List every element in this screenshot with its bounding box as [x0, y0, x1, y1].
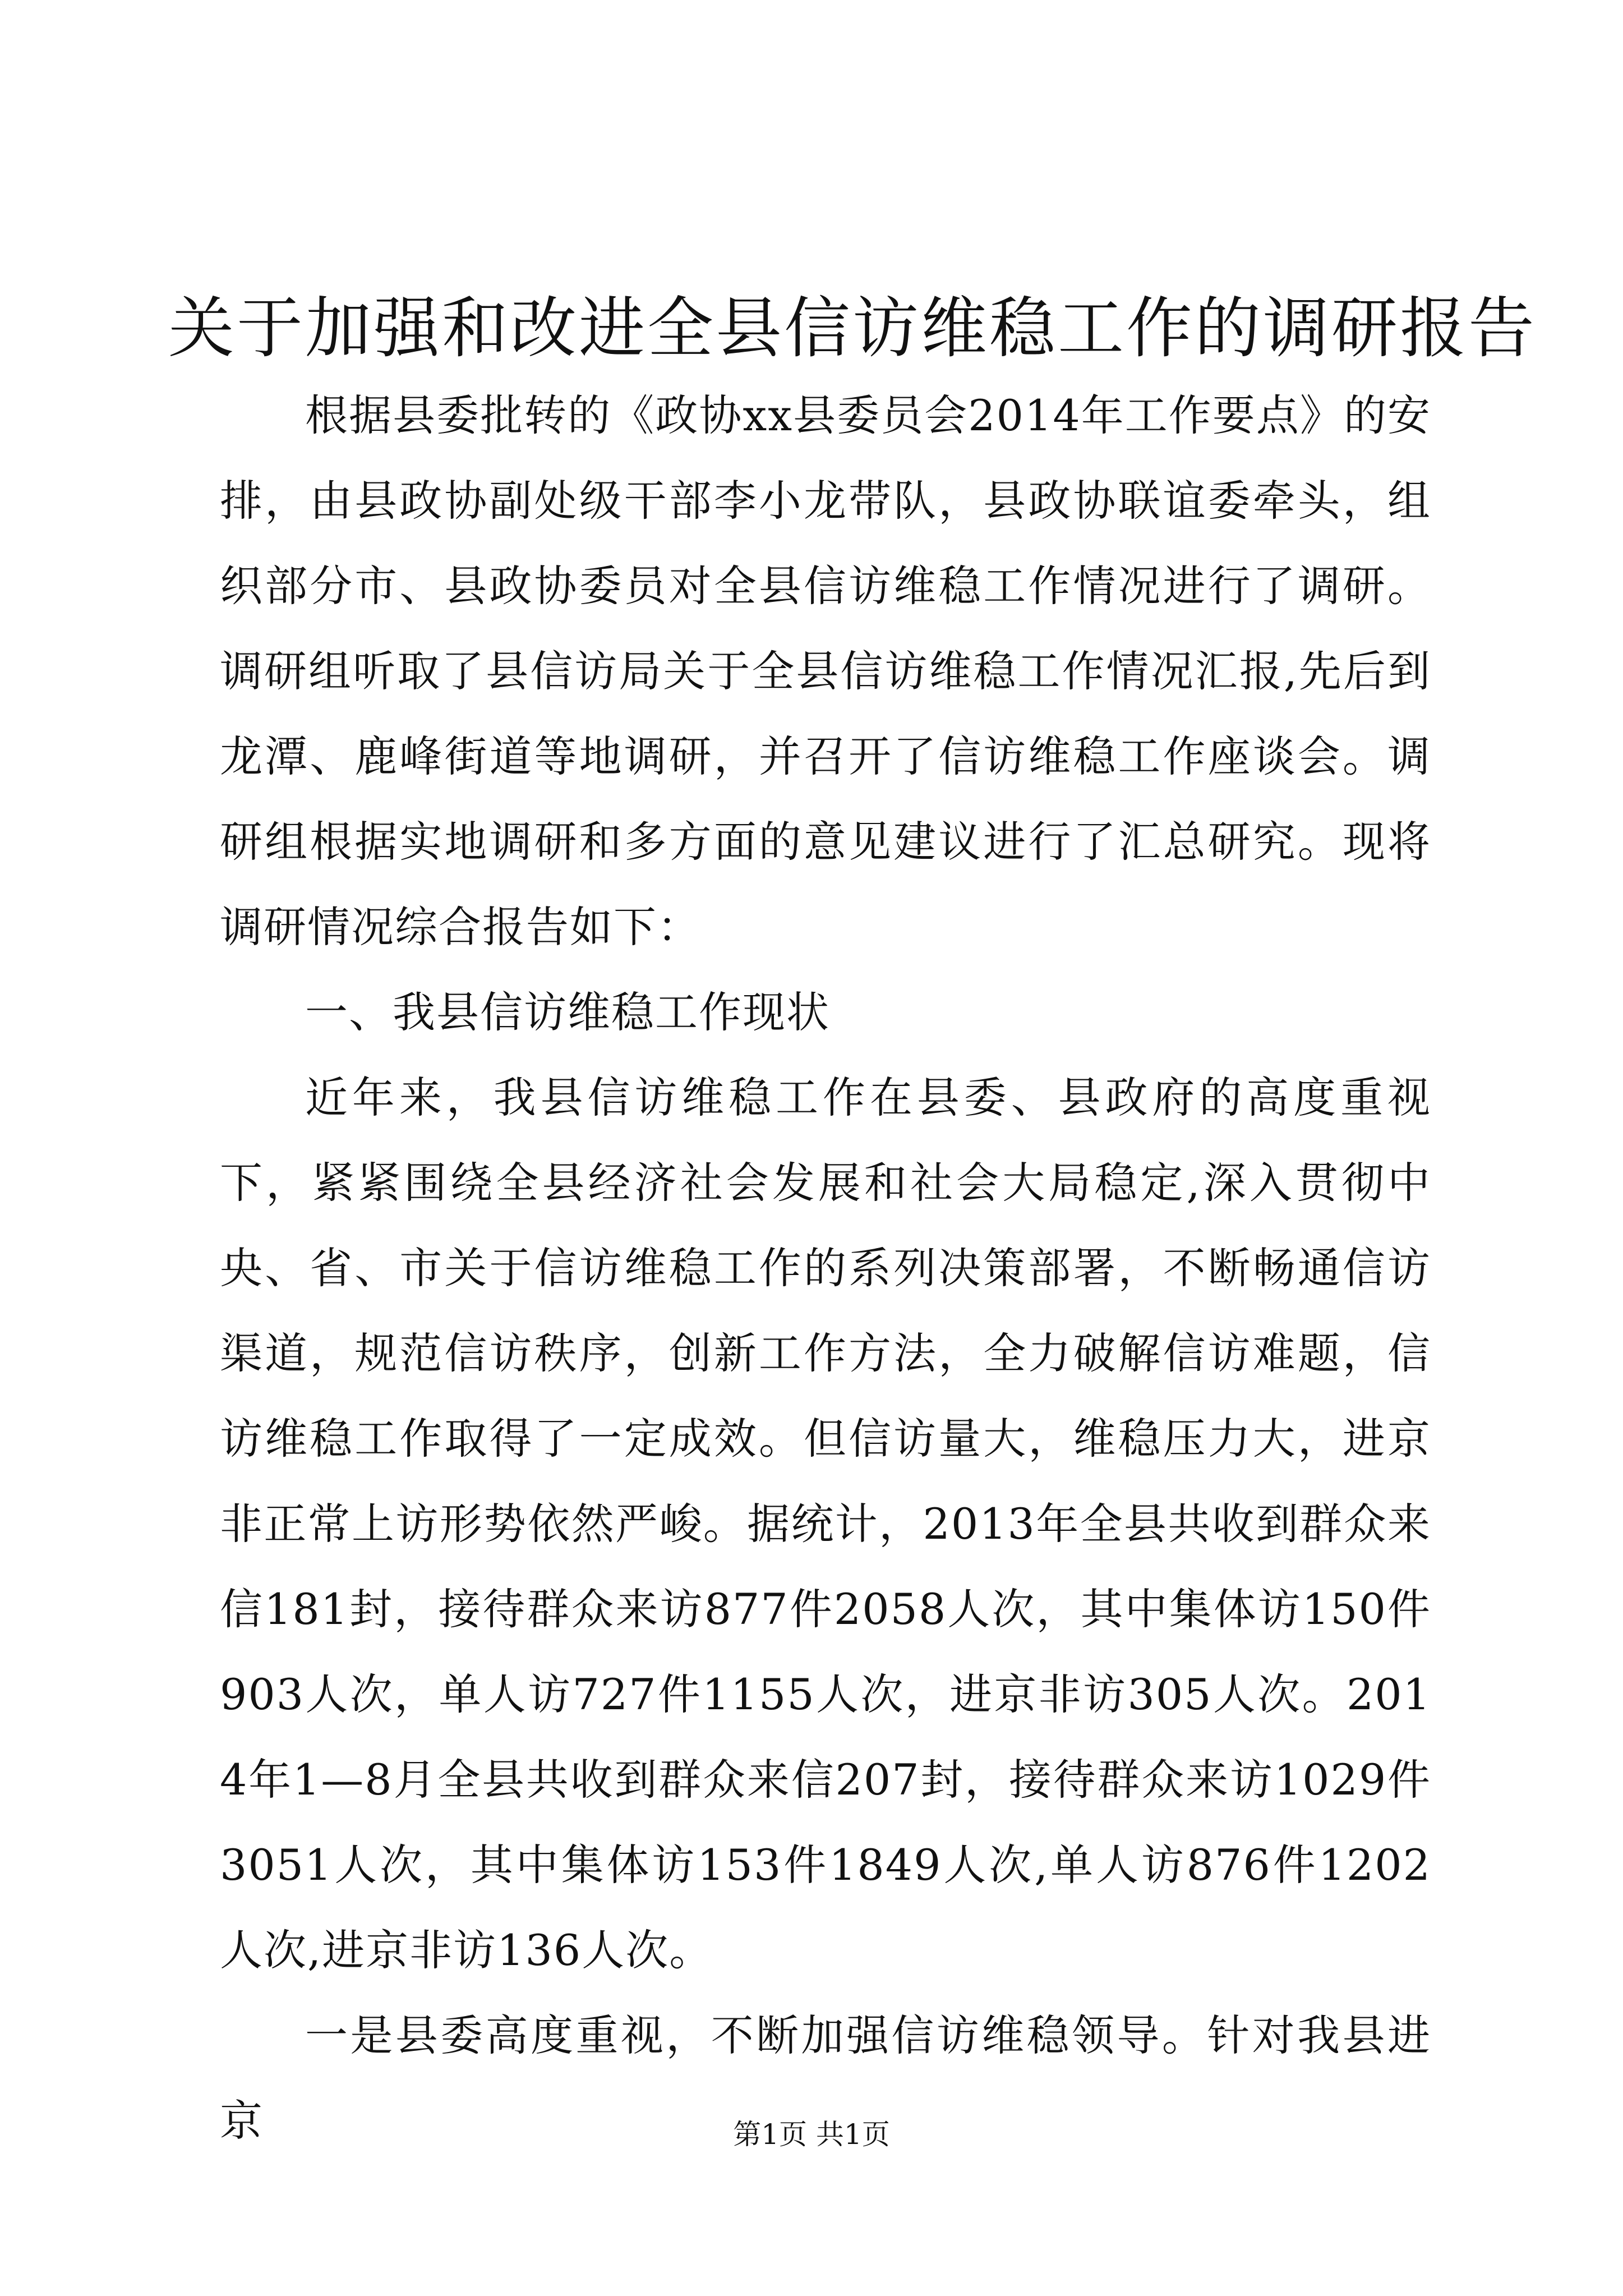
paragraph-status: 近年来，我县信访维稳工作在县委、县政府的高度重视下，紧紧围绕全县经济社会发展和社会大局稳定,深入贯彻中央、省、市关于信访维稳工作的系列决策部署，不断畅通信访渠道，规范信访秩序，创新工作方法，全力破解信访难题，信访维稳工作取得了一定成效。但信访量大，维稳压力大，进京非正常上访形势依然严峻。据统计，2013年全县共收到群众来信181封，接待群众来访877件2058人次，其中集体访150件903人次，单人访727件1155人次，进京非访305人次。2014年1—8月全县共收到群众来信207封，接待群众来访1029件3051人次，其中集体访153件1849人次,单人访876件1202人次,进京非访136人次。	[220, 1073, 1431, 1975]
paragraph-intro: 根据县委批转的《政协xx县委员会2014年工作要点》的安排，由县政协副处级干部李小龙带队，县政协联谊委牵头，组织部分市、县政协委员对全县信访维稳工作情况进行了调研。调研组听取了县信访局关于全县信访维稳工作情况汇报,先后到龙潭、鹿峰街道等地调研，并召开了信访维稳工作座谈会。调研组根据实地调研和多方面的意见建议进行了汇总研究。现将调研情况综合报告如下：	[220, 390, 1431, 952]
document-title: 关于加强和改进全县信访维稳工作的调研报告	[168, 289, 1537, 367]
paragraph-point-one: 一是县委高度重视，不断加强信访维稳领导。针对我县进京	[220, 2010, 1431, 2146]
page-footer: 第1页 共1页	[733, 2118, 890, 2151]
document-body	[220, 373, 1431, 2164]
section-heading: 一、我县信访维稳工作现状	[305, 987, 830, 1037]
